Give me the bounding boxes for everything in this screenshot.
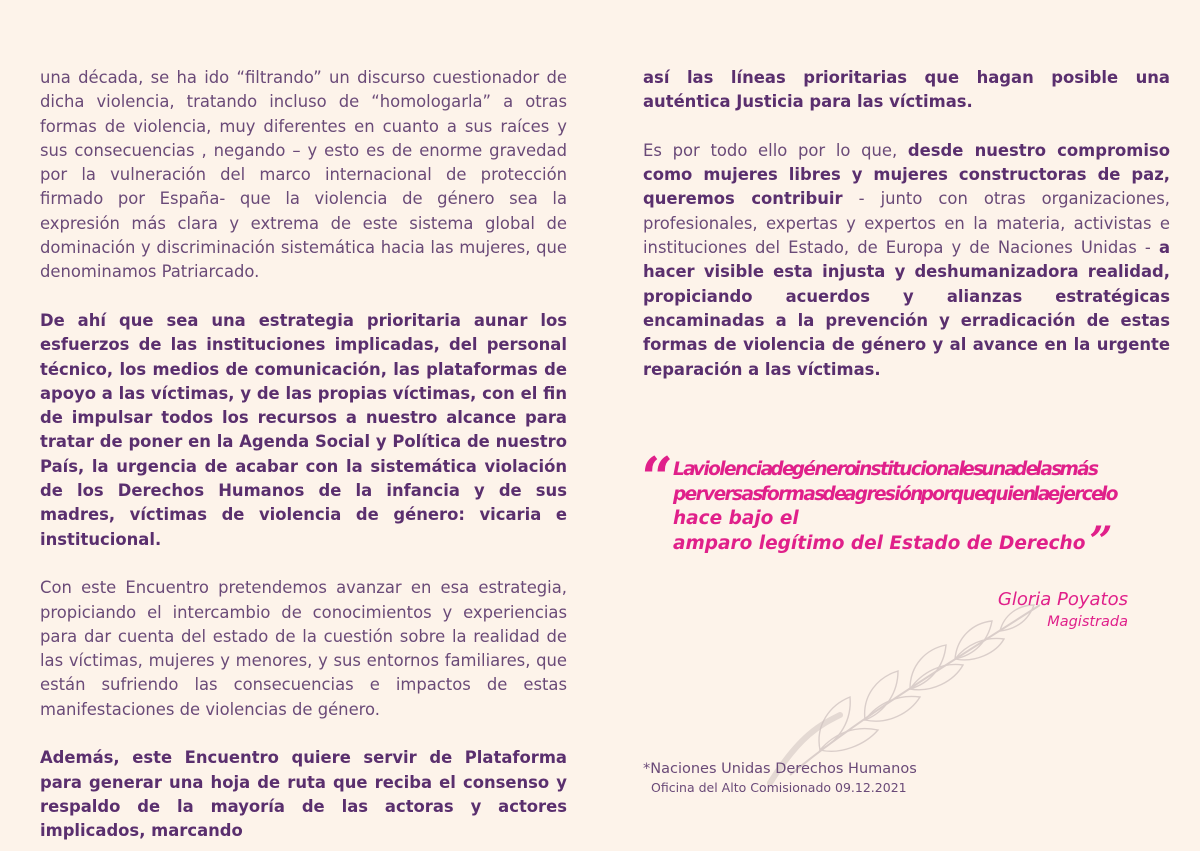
pull-quote [641,445,1163,565]
quote-line-1: La violencia de género institucional es una de las más [673,459,1098,480]
left-column [40,66,567,844]
paragraph-justicia: así las líneas prioritarias que hagan posible una auténtica Justicia para las víctimas. [643,68,1170,112]
paragraph-intro: una década, se ha ido “filtrando” un discurso cuestionador de dicha violencia, tratando incluso de “homologarla” a otras formas de violencia, muy diferentes en cuanto a sus raíces y sus consecuencias , negando – y esto es de enorme gravedad por la vulneración del marco internacional de protección firmado por España- que la violencia de género sea la expresión más clara y extrema de este sistema global de dominación y discriminación sistemática hacia las mujeres, que denominamos Patriarcado. [40,68,567,282]
open-quote-mark: “ [641,445,674,511]
right-column [643,66,1170,382]
paragraph-plataforma: Además, este Encuentro quiere servir de Plataforma para generar una hoja de ruta que reciba el consenso y respaldo de la mayoría de las actoras y actores implicados, marcando [40,748,567,841]
author-name: Gloria Poyatos [997,589,1128,610]
paragraph-strategy-a: De ahí que sea una estrategia prioritaria aunar los esfuerzos de las instituciones implicadas, del personal técnico, los medios de comunicación, las plataformas de apoyo a las víctimas, y de las propias víctimas, con el fin de impulsar todos los recursos a nuestro alcance para tratar de [40,310,567,452]
paragraph-encuentro: Con este Encuentro pretendemos avanzar en esa estrategia, propiciando el intercambio de conocimientos y experiencias para dar cuenta del estado de la cuestión sobre la realidad de las víctimas, mujeres y menores, y sus entornos familiares, que están sufriendo las consecuencias e impactos de estas manifestaciones de violencias de género. [40,578,567,719]
quote-author [998,588,1128,632]
quote-text [673,458,1163,565]
quote-line-3: hace bajo el [673,508,799,529]
paragraph-compromiso [643,139,1170,382]
paragraph-compromiso-d: a hacer visible esta injusta y deshumanizadora realidad, propiciando acuerdos y alianzas estratégicas encaminadas a la prevención y erradicación de estas formas de violencia de género y al avance en la urgente reparación a las víctimas. [643,238,1170,379]
paragraph-compromiso-b: desde nuestro compromiso como mujeres libres y mujeres constructoras de paz, queremos contribuir [643,140,1171,209]
quote-line-2: perversas formas de agresión porque quien la ejerce lo [673,483,1117,505]
paragraph-strategy [40,309,567,552]
quote-line-4: amparo legítimo del Estado de Derecho ” [673,517,1113,565]
footnote-source: *Naciones Unidas Derechos Humanos [643,761,917,777]
footnote-office-date: Oficina del Alto Comisionado 09.12.2021 [651,780,907,795]
paragraph-strategy-c: la urgencia de acabar con la sistemática violación de los Derechos Humanos de la infancia y de sus madres, víctimas de violencia de género: vicaria e institucional. [40,456,567,549]
author-role: Magistrada [1047,614,1128,630]
paragraph-compromiso-c: - junto con otras organizaciones, profesionales, expertas y expertos en la materia, activistas e instituciones del Estado, de Europa y de Naciones Unidas - [643,189,1170,258]
paragraph-compromiso-a: Es por todo ello por lo que, [643,140,908,160]
quote-line-4-text: amparo legítimo del Estado de Derecho [673,532,1086,554]
paragraph-strategy-highlight: poner en la Agenda Social y Política de nuestro País, [40,432,567,476]
footnote [643,760,917,797]
